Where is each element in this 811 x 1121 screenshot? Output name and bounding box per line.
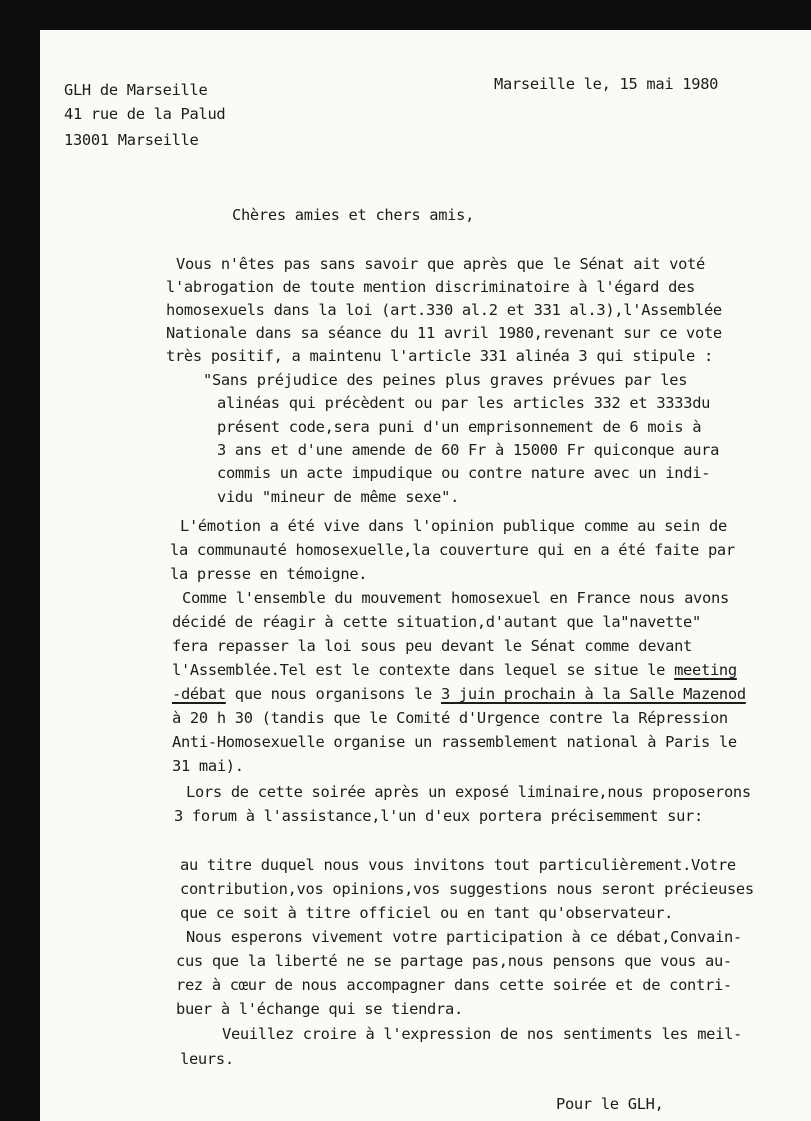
text-line: Nous esperons vivement votre participation à ce débat,Convain- — [186, 928, 742, 946]
quote-line: présent code,sera puni d'un emprisonnement de 6 mois à — [217, 418, 702, 436]
text-line: Comme l'ensemble du mouvement homosexuel en France nous avons — [182, 589, 729, 607]
text-line: la presse en témoigne. — [170, 565, 368, 583]
signoff: Pour le GLH, — [556, 1095, 664, 1113]
text-segment: l'Assemblée.Tel est le contexte dans lequel se situe le — [172, 661, 675, 679]
sender-org: GLH de Marseille — [64, 81, 208, 99]
text-line: leurs. — [180, 1050, 234, 1068]
text-line: fera repasser la loi sous peu devant le Sénat comme devant — [172, 637, 693, 655]
quote-line: vidu "mineur de même sexe". — [217, 488, 460, 506]
text-line: contribution,vos opinions,vos suggestions nous seront précieuses — [180, 880, 754, 898]
text-line: Nationale dans sa séance du 11 avril 1980,revenant sur ce vote — [166, 324, 722, 342]
text-line: Lors de cette soirée après un exposé liminaire,nous proposerons — [186, 783, 751, 801]
text-line: cus que la liberté ne se partage pas,nous pensons que vous au- — [176, 952, 732, 970]
text-line — [172, 684, 746, 704]
text-segment: que nous organisons le — [225, 685, 441, 703]
text-line: l'abrogation de toute mention discriminatoire à l'égard des — [166, 278, 695, 296]
date-line: Marseille le, 15 mai 1980 — [494, 75, 719, 93]
text-line: à 20 h 30 (tandis que le Comité d'Urgence contre la Répression — [172, 709, 728, 727]
quote-line: commis un acte impudique ou contre nature avec un indi- — [217, 464, 711, 482]
sender-city: 13001 Marseille — [64, 131, 199, 149]
text-line: buer à l'échange qui se tiendra. — [176, 1000, 463, 1018]
text-line: la communauté homosexuelle,la couverture qui en a été faite par — [170, 541, 735, 559]
text-line: décidé de réagir à cette situation,d'autant que la"navette" — [172, 613, 701, 631]
text-line — [172, 660, 737, 680]
text-line: au titre duquel nous vous invitons tout particulièrement.Votre — [180, 856, 736, 874]
underlined-debat: -débat — [172, 685, 226, 703]
text-line: très positif, a maintenu l'article 331 alinéa 3 qui stipule : — [166, 347, 713, 365]
salutation: Chères amies et chers amis, — [232, 206, 475, 224]
underlined-meeting: meeting — [674, 661, 737, 679]
quote-line: "Sans préjudice des peines plus graves prévues par les — [203, 371, 688, 389]
text-line: Veuillez croire à l'expression de nos sentiments les meil- — [222, 1025, 743, 1043]
text-line: Vous n'êtes pas sans savoir que après que le Sénat ait voté — [176, 255, 705, 273]
text-line: Anti-Homosexuelle organise un rassemblement national à Paris le — [172, 733, 737, 751]
quote-line: alinéas qui précèdent ou par les articles 332 et 3333du — [217, 394, 711, 412]
text-line: rez à cœur de nous accompagner dans cette soirée et de contri- — [176, 976, 732, 994]
underlined-date-venue: 3 juin prochain à la Salle Mazenod — [440, 685, 746, 703]
sender-street: 41 rue de la Palud — [64, 105, 226, 123]
quote-line: 3 ans et d'une amende de 60 Fr à 15000 Fr quiconque aura — [217, 441, 720, 459]
text-line: 3 forum à l'assistance,l'un d'eux portera précisemment sur: — [174, 807, 703, 825]
text-line: L'émotion a été vive dans l'opinion publique comme au sein de — [180, 517, 727, 535]
text-line: 31 mai). — [172, 757, 244, 775]
text-line: homosexuels dans la loi (art.330 al.2 et 331 al.3),l'Assemblée — [166, 301, 722, 319]
text-line: que ce soit à titre officiel ou en tant qu'observateur. — [180, 904, 674, 922]
